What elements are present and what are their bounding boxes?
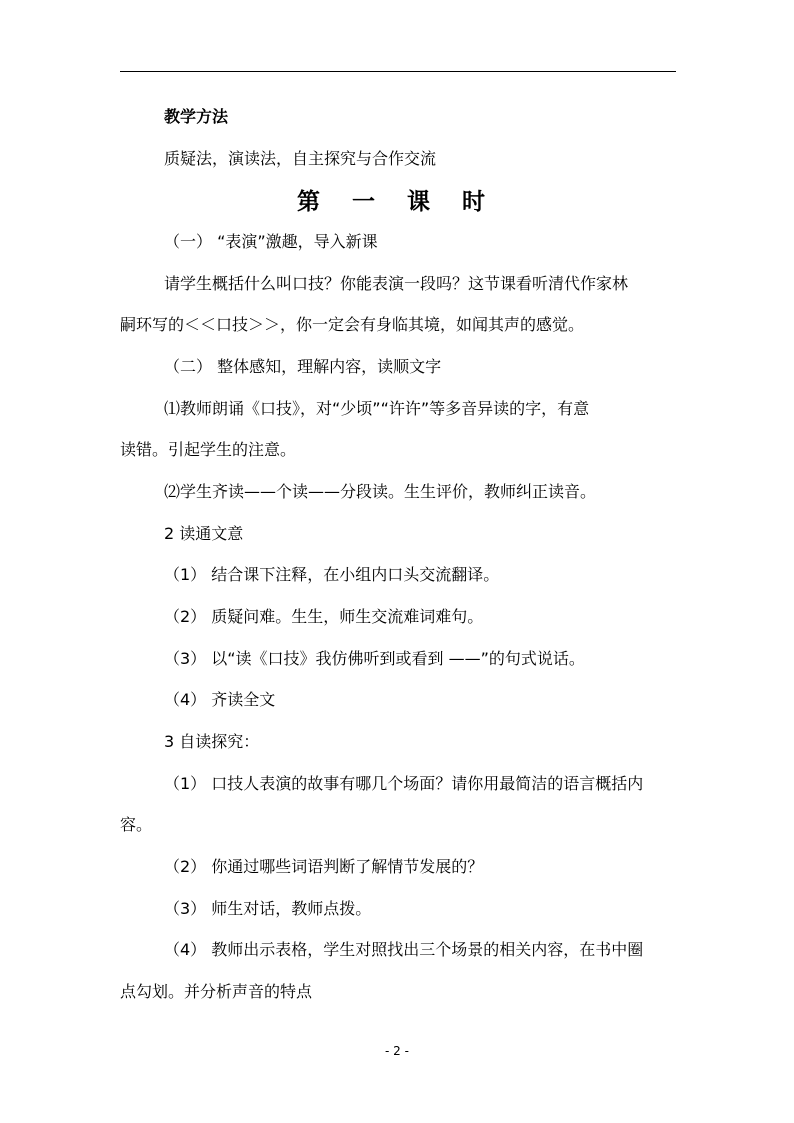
method-text: 质疑法，演读法，自主探究与合作交流 — [164, 149, 437, 168]
item-1-line-2: 读错。引起学生的注意。 — [120, 440, 297, 459]
step-3-item-1-line-2: 容。 — [120, 815, 153, 834]
step-2-item-3: （3） 以“读《口技》我仿佛听到或看到 ——”的句式说话。 — [164, 649, 585, 668]
section-1-heading: （一） “表演”激趣，导入新课 — [164, 232, 378, 251]
step-3-item-2: （2） 你通过哪些词语判断了解情节发展的？ — [164, 857, 484, 876]
step-3-item-4-line-2: 点勾划。并分析声音的特点 — [120, 982, 313, 1001]
intro-line-2: 嗣环写的＜＜口技＞＞，你一定会有身临其境，如闻其声的感觉。 — [120, 315, 585, 334]
intro-line-1: 请学生概括什么叫口技？你能表演一段吗？这节课看听清代作家林 — [164, 274, 629, 293]
method-title: 教学方法 — [164, 107, 229, 126]
step-2-item-2: （2） 质疑问难。生生，师生交流难词难句。 — [164, 607, 484, 626]
step-2-item-4: （4） 齐读全文 — [164, 690, 276, 709]
item-2: ⑵学生齐读——个读——分段读。生生评价，教师纠正读音。 — [164, 482, 597, 501]
lesson-heading: 第 一 课 时 — [296, 188, 498, 215]
step-2-item-1: （1） 结合课下注释，在小组内口头交流翻译。 — [164, 565, 500, 584]
step-3-item-3: （3） 师生对话，教师点拨。 — [164, 899, 372, 918]
item-1-line-1: ⑴教师朗诵《口技》，对“少顷”“许许”等多音异读的字，有意 — [164, 399, 590, 418]
page-number: - 2 - — [385, 1044, 409, 1058]
step-2-heading: 2 读通文意 — [164, 524, 244, 543]
step-3-item-1-line-1: （1） 口技人表演的故事有哪几个场面？请你用最简洁的语言概括内 — [164, 774, 644, 793]
header-rule — [120, 71, 676, 72]
step-3-heading: 3 自读探究： — [164, 732, 260, 751]
step-3-item-4-line-1: （4） 教师出示表格，学生对照找出三个场景的相关内容，在书中圈 — [164, 940, 644, 959]
section-2-heading: （二） 整体感知，理解内容，读顺文字 — [164, 357, 442, 376]
